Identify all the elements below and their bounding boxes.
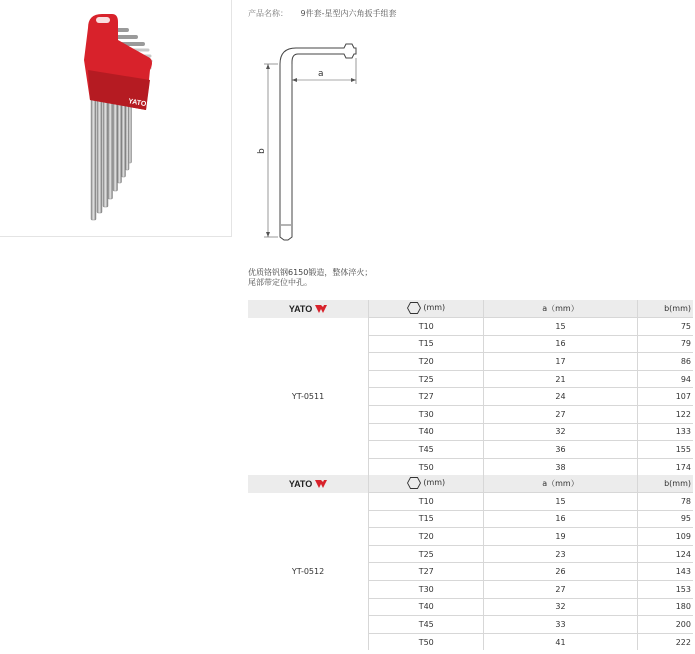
b-cell: 107 [637, 388, 693, 406]
model-cell: YT-0511 [248, 318, 369, 476]
b-cell: 200 [637, 616, 693, 634]
size-header-label: (mm) [423, 478, 446, 487]
size-cell: T40 [369, 598, 484, 616]
b-cell: 122 [637, 405, 693, 423]
a-cell: 23 [484, 545, 637, 563]
hex-key-set-image [0, 0, 231, 236]
b-cell: 174 [637, 458, 693, 475]
description-line-1: 优质铬钒钢6150锻造，整体淬火； [248, 268, 373, 277]
size-cell: T50 [369, 458, 484, 475]
size-cell: T10 [369, 493, 484, 511]
a-cell: 24 [484, 388, 637, 406]
size-cell: T30 [369, 405, 484, 423]
size-cell: T27 [369, 388, 484, 406]
b-cell: 95 [637, 510, 693, 528]
a-cell: 15 [484, 493, 637, 511]
b-cell: 180 [637, 598, 693, 616]
b-cell: 143 [637, 563, 693, 581]
description-line-2: 尾部带定位中孔。 [248, 278, 312, 287]
photo-brand: YATO [127, 98, 147, 109]
b-cell: 153 [637, 580, 693, 598]
size-cell: T10 [369, 318, 484, 336]
size-cell: T30 [369, 580, 484, 598]
a-cell: 38 [484, 458, 637, 475]
size-cell: T27 [369, 563, 484, 581]
yato-logo [289, 479, 327, 489]
b-cell: 75 [637, 318, 693, 336]
a-cell: 26 [484, 563, 637, 581]
size-header-label: (mm) [423, 303, 446, 312]
a-cell: 15 [484, 318, 637, 336]
dimension-a-label: a [318, 69, 324, 79]
b-cell: 124 [637, 545, 693, 563]
size-cell: T15 [369, 510, 484, 528]
product-photo [0, 0, 232, 237]
model-cell: YT-0512 [248, 493, 369, 651]
yato-logo-icon [315, 480, 327, 488]
yato-logo-text: YATO [288, 478, 313, 489]
b-cell: 86 [637, 353, 693, 371]
dimension-b-label: b [257, 148, 267, 154]
table-row [248, 318, 693, 336]
size-cell: T25 [369, 370, 484, 388]
a-cell: 27 [484, 405, 637, 423]
b-header: b(mm) [637, 475, 693, 493]
a-cell: 27 [484, 580, 637, 598]
hexagon-icon [407, 477, 421, 489]
yato-logo-icon [315, 305, 327, 313]
b-cell: 78 [637, 493, 693, 511]
brand-cell [248, 475, 369, 493]
a-header: a（mm） [484, 300, 637, 318]
size-cell: T45 [369, 441, 484, 459]
dimension-diagram [248, 40, 368, 249]
table-header-row [248, 475, 693, 493]
b-cell: 222 [637, 633, 693, 650]
hexagon-icon [407, 302, 421, 314]
size-cell: T25 [369, 545, 484, 563]
size-cell: T20 [369, 353, 484, 371]
size-cell: T50 [369, 633, 484, 650]
size-cell: T45 [369, 616, 484, 634]
a-cell: 41 [484, 633, 637, 650]
b-cell: 79 [637, 335, 693, 353]
product-description [248, 268, 372, 288]
a-header: a（mm） [484, 475, 637, 493]
a-cell: 21 [484, 370, 637, 388]
a-cell: 32 [484, 423, 637, 441]
product-name-label: 产品名称： [248, 9, 288, 18]
product-name-value: 9件套-星型内六角扳手组套 [300, 9, 397, 18]
product-name-row [248, 8, 397, 19]
a-cell: 16 [484, 510, 637, 528]
size-header [369, 475, 484, 493]
b-cell: 109 [637, 528, 693, 546]
table-header-row [248, 300, 693, 318]
a-cell: 36 [484, 441, 637, 459]
size-cell: T15 [369, 335, 484, 353]
b-header: b(mm) [637, 300, 693, 318]
size-cell: T40 [369, 423, 484, 441]
spec-table-yt-0512 [248, 475, 693, 650]
yato-logo-text: YATO [288, 303, 313, 314]
spec-table-yt-0511 [248, 300, 693, 475]
b-cell: 94 [637, 370, 693, 388]
a-cell: 16 [484, 335, 637, 353]
b-cell: 155 [637, 441, 693, 459]
a-cell: 19 [484, 528, 637, 546]
size-cell: T20 [369, 528, 484, 546]
b-cell: 133 [637, 423, 693, 441]
brand-cell [248, 300, 369, 318]
a-cell: 33 [484, 616, 637, 634]
a-cell: 17 [484, 353, 637, 371]
table-row [248, 493, 693, 511]
yato-logo [289, 304, 327, 314]
a-cell: 32 [484, 598, 637, 616]
size-header [369, 300, 484, 318]
